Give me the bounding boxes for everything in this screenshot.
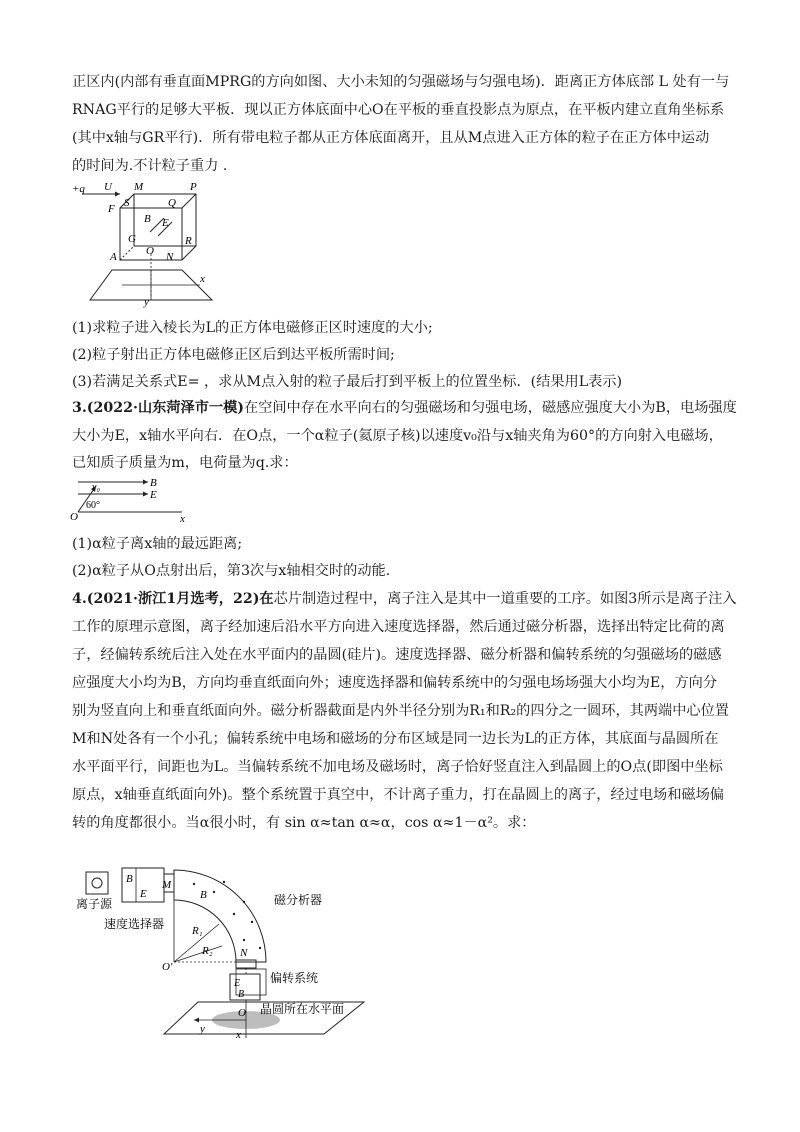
label-source: 离子源 <box>76 897 113 911</box>
p2-line-1: 正区内(内部有垂直面MPRG的方向如图、大小未知的匀强磁场与匀强电场)．距离正方体底部 L 处有一与 <box>72 74 730 90</box>
p4-line-1 <box>72 589 737 609</box>
label-analyzer: 磁分析器 <box>274 893 323 907</box>
p3-line-2: 大小为E，x轴水平向右．在O点，一个α粒子(氦原子核)以速度v₀沿与x轴夹角为60°的方向射入电磁场， <box>72 428 723 444</box>
cube-edge-3 <box>182 246 196 260</box>
ion-source-box <box>86 872 108 894</box>
label-E3: E <box>150 489 157 501</box>
label-N4: N <box>240 947 248 959</box>
label-y4: y <box>200 1023 205 1035</box>
analyzer-ring <box>174 870 266 962</box>
label-x4: x <box>236 1029 241 1041</box>
cube-edge-2 <box>182 194 196 208</box>
label-U: U <box>104 181 112 193</box>
p3-question-1: (1)α粒子离x轴的最远距离; <box>72 536 243 552</box>
label-O4: O <box>238 1007 246 1019</box>
label-deflect: 偏转系统 <box>270 971 319 985</box>
p4-heading: 4.(2021·浙江1月选考，22)在 <box>72 591 274 607</box>
p4-line-6: M和N处各有一个小孔；偏转系统中电场和磁场的分布区域是同一边长为L的正方体，其底面与晶圆所在 <box>72 731 719 747</box>
p3-line-1 <box>72 398 737 418</box>
label-Q: Q <box>168 197 176 209</box>
p4-line-4: 应强度大小均为B，方向均垂直纸面向外；速度选择器和偏转系统中的匀强电场场强大小均为E，方向分 <box>72 675 718 691</box>
label-E: E <box>162 217 169 229</box>
p2-line-2: RNAG平行的足够大平板．现以正方体底面中心O在平板的垂直投影点为原点，在平板内建立直角坐标系 <box>72 102 725 118</box>
label-q: +q <box>72 183 85 195</box>
R2-line <box>174 946 222 962</box>
label-selector: 速度选择器 <box>104 917 165 931</box>
label-B-selector: B <box>126 873 133 885</box>
label-M: M <box>134 181 144 193</box>
p2-question-3: (3)若满足关系式E= ，求从M点入射的粒子最后打到平板上的位置坐标．(结果用L表示) <box>72 374 623 390</box>
label-x3: x <box>180 513 185 524</box>
label-O: O <box>146 245 154 257</box>
label-x: x <box>200 273 205 285</box>
p4-line-2: 工作的原理示意图，离子经加速后沿水平方向进入速度选择器，然后通过磁分析器，选择出特定比荷的离 <box>72 619 725 635</box>
label-N: N <box>166 251 174 263</box>
B-arrowhead <box>143 480 148 485</box>
ion-implant-figure <box>74 862 394 1042</box>
label-wafer: 晶圆所在水平面 <box>260 1002 345 1016</box>
p2-question-2: (2)粒子射出正方体电磁修正区后到达平板所需时间; <box>72 347 395 363</box>
label-M4: M <box>162 879 172 891</box>
p3-heading: 3.(2022·山东菏泽市一模) <box>72 400 244 416</box>
label-E-selector: E <box>140 888 147 900</box>
label-O-prime: O' <box>162 961 173 973</box>
field-figure <box>70 474 200 524</box>
label-B: B <box>144 213 151 225</box>
p3-question-2: (2)α粒子从O点射出后，第3次与x轴相交时的动能. <box>72 563 391 579</box>
y-arrowhead <box>194 1018 199 1023</box>
label-B3: B <box>150 477 157 489</box>
N-aperture <box>236 960 256 968</box>
label-B-analyzer: B <box>200 889 207 901</box>
p4-line-5: 别为竖直向上和垂直纸面向外。磁分析器截面是内外半径分别为R₁和R₂的四分之一圆环，其两端中心位置 <box>72 703 729 719</box>
label-R1: R₁ <box>192 925 203 937</box>
label-S: S <box>124 197 130 209</box>
label-P: P <box>190 181 197 193</box>
label-y: y <box>144 296 149 308</box>
incoming-arrowhead <box>115 192 120 197</box>
p4-text-1: 芯片制造过程中，离子注入是其中一道重要的工序。如图3所示是离子注入 <box>273 591 737 607</box>
label-angle: 60° <box>86 500 100 511</box>
label-A: A <box>110 251 117 263</box>
p2-line-3: (其中x轴与GR平行)．所有带电粒子都从正方体底面离开，且从M点进入正方体的粒子在正方体中运动 <box>72 130 710 146</box>
p4-line-9: 转的角度都很小。当α很小时，有 sin α≈tan α≈α，cos α≈1－α²。求： <box>72 815 536 831</box>
label-E-deflect: E <box>234 978 241 989</box>
cube-edge-4 <box>120 246 134 260</box>
p4-line-8: 原点，x轴垂直纸面向外)。整个系统置于真空中，不计离子重力，打在晶圆上的离子，经过电场和磁场偏 <box>72 787 724 803</box>
label-R2: R₂ <box>202 945 213 957</box>
label-G: G <box>128 233 136 245</box>
p2-question-1: (1)求粒子进入棱长为L的正方体电磁修正区时速度的大小; <box>72 320 433 336</box>
E-arrowhead <box>143 492 148 497</box>
ion-source-circle <box>92 878 102 888</box>
p2-line-4: 的时间为.不计粒子重力 . <box>72 158 228 174</box>
label-R: R <box>185 235 192 247</box>
p3-text-1: 在空间中存在水平向右的匀强磁场和匀强电场，磁感应强度大小为B，电场强度 <box>243 400 737 416</box>
p4-line-3: 子，经偏转系统后注入处在水平面内的晶圆(硅片)。速度选择器、磁分析器和偏转系统的匀强磁场的磁感 <box>72 647 722 663</box>
p3-line-3: 已知质子质量为m，电荷量为q.求： <box>72 455 298 471</box>
label-F: F <box>108 203 115 215</box>
p4-line-7: 水平面平行，间距也为L。当偏转系统不加电场及磁场时，离子恰好竖直注入到晶圆上的O点(即图中坐标 <box>72 759 723 775</box>
label-B-deflect: B <box>238 989 245 1000</box>
label-O3: O <box>70 511 78 523</box>
label-v0: v₀ <box>92 482 100 493</box>
cube-figure <box>72 178 242 308</box>
